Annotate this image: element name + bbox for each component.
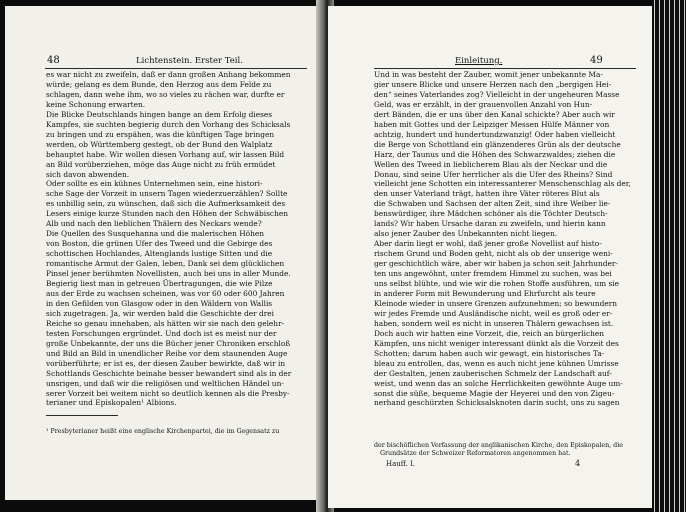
text-line: romantische Armut der Galen, leben, Dank sei dem glücklichen [46, 259, 285, 269]
text-line: Reiche so genau innehaben, als hätten wir sie nach den gelehr- [46, 318, 285, 328]
text-line: rischem Grund und Boden geht, nicht als ob der unserige weni- [374, 249, 613, 259]
text-line: lands? Wir haben Ursache daran zu zweifeln, und hierin kann [374, 219, 606, 229]
footnote-continuation-2: Grundsätze der Schweizer Reformatoren angenommen hat. [380, 450, 571, 457]
text-line: nerhand geschürzten Schicksalsknoten darin sucht, uns zu sagen [374, 398, 620, 408]
text-line: sich zugetragen. Ja, wir werden bald die Geschichte der drei [46, 308, 275, 318]
header-rule [45, 68, 307, 69]
text-line: vorüberführte; er ist es, der diesen Zauber bewirkte, daß wir in [46, 358, 286, 368]
text-line: achtzig, hundert und hundertundzwanzig! Oder haben vielleicht [374, 129, 616, 139]
text-line: der Gestalten, jenen zauberischen Schmelz der Landschaft auf- [374, 368, 612, 378]
text-line: in anderer Form mit Bewunderung und Ehrfurcht als teure [374, 288, 596, 298]
text-line: den unser Vaterland trägt, hatten ihre Väter röteres Blut als [374, 189, 600, 199]
signature-number: 4 [575, 459, 581, 468]
running-head: Einleitung. [455, 56, 503, 66]
text-line: würde; gelang es dem Bunde, den Herzog aus dem Felde zu [46, 79, 272, 89]
text-line: ten uns angewöhnt, unter fremdem Himmel zu suchen, was bei [374, 269, 612, 279]
text-line: Schotten; darum haben auch wir gewagt, ein historisches Ta- [374, 348, 605, 358]
text-line: Doch auch wir hatten eine Vorzeit, die, reich an bürgerlichen [374, 328, 604, 338]
text-line: Und in was besteht der Zauber, womit jener unbekannte Ma- [374, 70, 603, 79]
text-line: schlagen, dann wehe ihm, wo so vieles zu rächen war, durfte er [46, 89, 285, 99]
text-line: Begierig liest man in getreuen Übertragungen, die wie Pilze [46, 279, 273, 289]
text-line: sonst die süße, bequeme Magie der Heyerei und den von Zigeu- [374, 388, 615, 398]
text-line: Donau, sind seine Ufer herrlicher als die Ufer des Rheins? Sind [374, 169, 613, 179]
text-line: ger geschichtlich wäre, aber wir haben ja schon seit Jahrhunder- [374, 259, 618, 269]
text-line: testen Forschungen ergründet. Und doch ist es meist nur der [46, 328, 277, 338]
text-line: sche Sage der Vorzeit in unsern Tagen wiederzuerzählen? Sollte [46, 189, 288, 199]
text-line: haben, sondern weil es nicht in unseren Thälern gewachsen ist. [374, 318, 614, 328]
printer-signature: Hauff. I. [386, 460, 415, 468]
text-line: Pinsel jener berühmten Novellisten, auch bei uns in aller Munde. [46, 269, 291, 279]
text-line: benswürdiger, ihre Mädchen schöner als die Töchter Deutsch- [374, 209, 608, 219]
text-line: Oder sollte es ein kühnes Unternehmen sein, eine histori- [46, 179, 263, 189]
header-rule [374, 68, 636, 69]
text-line: die Schwaben und Sachsen der alten Zeit, sind ihre Weiber lie- [374, 199, 611, 209]
right-book-edge [652, 0, 686, 512]
text-line: serer Vorzeit bei weitem nicht so deutlich kennen als die Presby- [46, 388, 290, 398]
text-line: Wellen des Tweed in lieblicherem Blau als der Neckar und die [374, 159, 608, 169]
text-line: aus der Erde zu wachsen scheinen, was vor 60 oder 600 Jahren [46, 288, 285, 298]
text-line: vielleicht jene Schotten ein interessanterer Menschenschlag als der, [374, 179, 631, 189]
page-body-text [46, 70, 308, 408]
text-line: Kämpfen, uns nicht weniger interessant dünkt als die Vorzeit des [374, 338, 619, 348]
page-number: 49 [590, 55, 603, 66]
text-line: wir jedes Fremde und Ausländische nicht, weil es groß oder er- [374, 308, 613, 318]
text-line: Lesers einige kurze Stunden nach den Höhen der Schwäbischen [46, 209, 288, 219]
text-line: keine Schonung erwarten. [46, 99, 146, 109]
page-number: 48 [47, 55, 60, 66]
text-line: die Berge von Schottland ein glänzenderes Grün als der deutsche [374, 139, 621, 149]
text-line: Kampfes, sie suchten begierig durch den Vorhang des Schicksals [46, 119, 291, 129]
text-line: den“ seines Vaterlandes zog? Vielleicht in der ungeheuren Masse [374, 89, 620, 99]
footnote: ¹ Presbyterianer heißt eine englische Kirchenpartei, die im Gegensatz zu [46, 428, 280, 435]
text-line: schottischen Hochlandes, Altenglands lustige Sitten und die [46, 249, 273, 259]
text-line: zu bringen und zu erspähen, was die künftigen Tage bringen [46, 129, 275, 139]
left-page [5, 6, 322, 500]
text-line: uns selbst blühte, und wie wir die rohen Stoffe ausführen, um sie [374, 279, 620, 289]
text-line: behauptet habe. Wir wollen diesen Vorhang auf, wir lassen Bild [46, 149, 285, 159]
text-line: Kleinode wieder in unsere Grenzen aufzunehmen; so bewundern [374, 298, 618, 308]
text-line: Alb und nach den lieblichen Thälern des Neckars wende? [46, 219, 262, 229]
text-line: bleau zu entrollen, das, wenn es auch nicht jene kühnen Umrisse [374, 358, 619, 368]
text-line: und Bild an Bild in unendlicher Reihe vor dem staunenden Auge [46, 348, 288, 358]
text-line: terianer und Episkopalen¹ Albions. [46, 398, 177, 408]
running-head: Lichtenstein. Erster Teil. [136, 56, 243, 66]
footnote-continuation-1: der bischöflichen Verfassung der anglikanischen Kirche, den Episkopalen, die [374, 442, 623, 449]
text-line: weist, und wenn das an solche Herrlichkeiten gewöhnte Auge um- [374, 378, 623, 388]
text-line: Aber darin liegt er wohl, daß jener große Novellist auf histo- [374, 239, 602, 249]
text-line: gier unsere Blicke und unsere Herzen nach den „bergigen Hei- [374, 79, 612, 89]
right-page [328, 6, 653, 508]
text-line: Die Blicke Deutschlands hingen bange an dem Erfolg dieses [46, 109, 273, 119]
text-line: unsrigen, und daß wir die religiösen und weltlichen Händel un- [46, 378, 284, 388]
text-line: Harz, der Taunus und die Höhen des Schwarzwaldes; ziehen die [374, 149, 616, 159]
text-line: werden, ob Württemberg gestegt, ob der Bund den Walplatz [46, 139, 273, 149]
text-line: Geld, was er erzählt, in der grauenvollen Anzahl von Hun- [374, 99, 593, 109]
page-body-text [374, 70, 636, 408]
text-line: dert Bänden, die er uns über den Kanal schickte? Aber auch wir [374, 109, 615, 119]
footnote-rule [46, 415, 118, 416]
text-line: es unbillig sein, zu wünschen, daß sich die Aufmerksamkeit des [46, 199, 286, 209]
text-line: sich davon abwenden. [46, 169, 130, 179]
text-line: also jener Zauber des Unbekannten nicht liegen. [374, 229, 558, 239]
text-line: haben mit Gottes und der Leipziger Messen Hülfe Männer von [374, 119, 610, 129]
text-line: große Unbekannte, der uns die Bücher jener Chroniken erschloß [46, 338, 291, 348]
text-line: Schottlands Geschichte beinahe besser bewandert sind als in der [46, 368, 292, 378]
text-line: von Boston, die grünen Ufer des Tweed und die Gebirge des [46, 239, 273, 249]
text-line: an Bild vorüberziehen, möge das Auge nicht zu früh ermüdet [46, 159, 276, 169]
text-line: es war nicht zu zweifeln, daß er dann großen Anhang bekommen [46, 70, 291, 79]
text-line: Die Quellen des Susquehanna und die malerischen Höhen [46, 229, 265, 239]
text-line: in den Gefilden von Glasgow oder in den Wäldern von Wallis [46, 298, 273, 308]
